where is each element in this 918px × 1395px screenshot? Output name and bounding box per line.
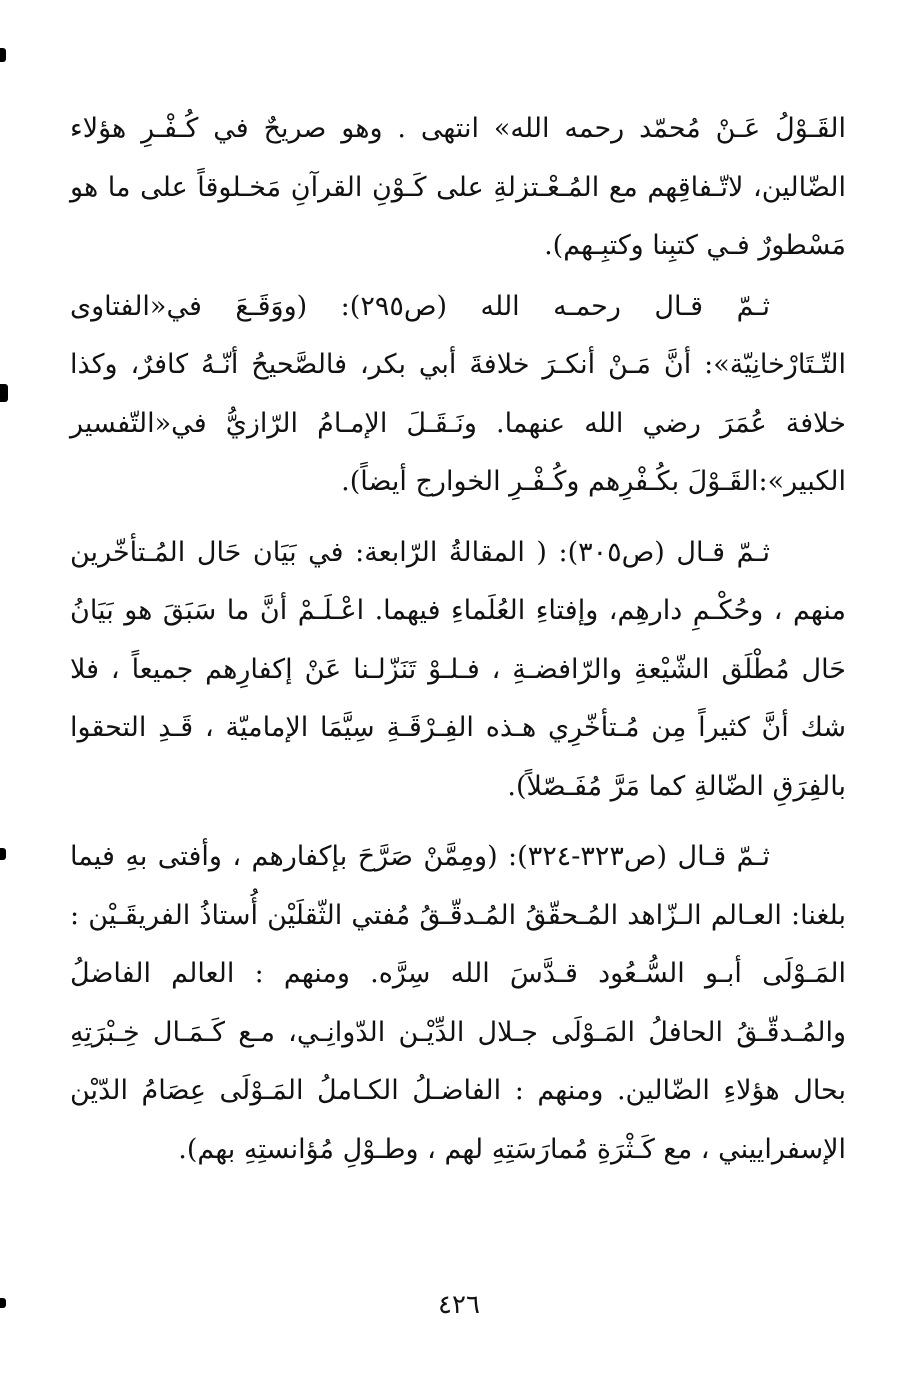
paragraph: القَـوْلُ عَـنْ مُحمّد رحمه الله» انتهى . وهو صريحٌ في كُـفْـرِ هؤلاء الضّالين، لاتّـفاقِهم مع المُـعْـتزلةِ على كَـوْنِ القرآنِ مَخـلوقاً على ما هو مَسْطورٌ فـي كتبِنا وكتبِـهم). (70, 113, 846, 261)
paragraph: ثـمّ قـال (ص٣٠٥): ( المقالةُ الرّابعة: في بَيَان حَال المُـتأخّرين منهم ، وحُكْـمِ دارهِم، وإفتاءِ العُلَماءِ فيهما. اعْـلَـمْ أنَّ ما سَبَقَ هو بَيَانُ حَال مُطْلَق الشّيْعةِ والرّافضـةِ ، فـلـوْ تَنَزّلـنا عَنْ إكفارِهم جميعاً ، فلا شك أنَّ كثيراً مِن مُـتأخّرِي هـذه الفِـرْقَـةِ سِيَّمَا الإماميّة ، قَـدِ التحقوا بالفِرَقِ الضّالةِ كما مَرَّ مُفَـصّلاً). (70, 536, 846, 802)
scan-edge-mark (0, 48, 6, 62)
body-text (70, 100, 846, 1179)
scan-edge-mark (0, 848, 6, 860)
scan-edge-mark (0, 384, 8, 402)
paragraph: ثـمّ قـال (ص٣٢٣-٣٢٤): (ومِمَّنْ صَرَّحَ بإكفارهم ، وأفتى بهِ فيما بلغنا: العـالم الـزّاهد المُـحقّقُ المُـدقّـقُ مُفتي الثّقلَيْن أُستاذُ الفريقَـيْن : المَـوْلَى أبـو السُّـعُود قـدَّسَ الله سِرَّه. ومنهم : العالم الفاضلُ والمُـدقّـقُ الحافلُ المَـوْلَى جـلال الدِّيْـن الدّوانِـي، مـع كَـمَـال خِـبْرَتِهِ بحال هؤلاءِ الضّالين. ومنهم : الفاضـلُ الكـاملُ المَـوْلَى عِصَامُ الدّيْن الإسفراييني ، مع كَـثْرَةِ مُمارَسَتِهِ لهم ، وطـوْلِ مُؤانستِهِ بهم). (70, 841, 846, 1165)
paragraph: ثـمّ قـال رحمـه الله (ص٢٩٥): (ووَقَـعَ في«الفتاوى التّـتَارْخانِيّة»: أنَّ مَـنْ أنكـرَ خلافةَ أبي بكر، فالصَّحيحُ أنّـهُ كافرٌ، وكذا خلافة عُمَرَ رضي الله عنهما. ونَـقَـلَ الإمـامُ الرّازيُّ في«التّفسير الكبير»:القَـوْلَ بكُـفْرِهم وكُـفْـرِ الخوارج أيضاً). (70, 290, 846, 497)
page-number: ٤٢٦ (438, 1290, 480, 1320)
